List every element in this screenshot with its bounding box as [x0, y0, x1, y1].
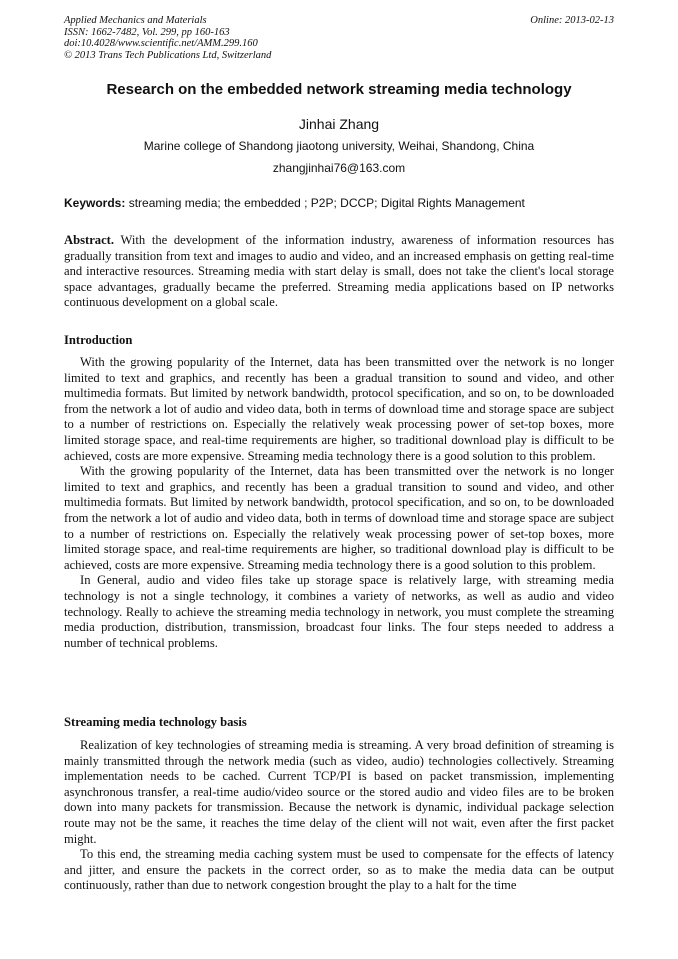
journal-header: [64, 15, 614, 61]
basis-paragraph-1: Realization of key technologies of streaming media is streaming. A very broad definition of streaming is mainly transmitted through the network media (such as video, audio) technologies collectively. Streaming implementation needs to be cached. Current TCP/PI is based on packet transmission, implementing asynchronous transfer, a real-time audio/video source or the stored audio and video files are to be broken down into many packets for transmission. Because the network is dynamic, individual package selection route may not be the same, it reaches the time delay of the client will not wait, even after the first packet might.: [64, 738, 614, 846]
intro-paragraph-3: In General, audio and video files take up storage space is relatively large, with streaming media technology is not a single technology, it combines a variety of networks, as well as audio and video technology. Really to achieve the streaming media technology in network, you must complete the streaming media production, distribution, transmission, broadcast four links. The four steps needed to address a number of technical problems.: [64, 573, 614, 650]
abstract-label: Abstract.: [64, 233, 115, 247]
journal-issn: ISSN: 1662-7482, Vol. 299, pp 160-163: [64, 26, 230, 38]
keywords-line: [64, 196, 614, 210]
introduction-heading: Introduction: [64, 333, 133, 347]
abstract-text: With the development of the information industry, awareness of information resources has gradually transition from text and images to audio and video, and an increased emphasis on getting real-time and interactive resources. Streaming media with start delay is small, does not take the client's local storage space advantages, gradually became the preferred. Streaming media applications based on IP networks continuous development on a global scale.: [64, 233, 614, 310]
author-name: Jinhai Zhang: [298, 116, 380, 132]
abstract: [64, 233, 614, 311]
keywords-label: Keywords:: [64, 196, 126, 210]
keywords-text: streaming media; the embedded ; P2P; DCCP; Digital Rights Management: [125, 196, 525, 210]
basis-paragraph-2: To this end, the streaming media caching system must be used to compensate for the effects of latency and jitter, and ensure the packets in the correct order, so as to make the media data can be output continuously, rather than due to network congestion brought the play to a halt for the time: [64, 847, 614, 893]
author-affiliation: Marine college of Shandong jiaotong university, Weihai, Shandong, China: [143, 139, 535, 153]
author-email: zhangjinhai76@163.com: [272, 161, 406, 175]
paper-title: Research on the embedded network streaming media technology: [106, 81, 572, 98]
journal-copyright: © 2013 Trans Tech Publications Ltd, Switzerland: [64, 49, 272, 61]
basis-heading: Streaming media technology basis: [64, 715, 247, 729]
intro-paragraph-2: With the growing popularity of the Internet, data has been transmitted over the network is no longer limited to text and graphics, and recently has been a gradual transition to sound and video, and other multimedia formats. But limited by network bandwidth, protocol specification, and so on, to be downloaded from the network a lot of audio and video data, both in terms of download time and storage space are subject to a number of restrictions on. Especially the relatively weak processing power of set-top boxes, more limited storage space, and real-time requirements are higher, so traditional download play is difficult to be achieved, costs are more expensive. Streaming media technology there is a good solution to this problem.: [64, 464, 614, 572]
journal-name: Applied Mechanics and Materials: [64, 15, 207, 26]
online-date: Online: 2013-02-13: [530, 15, 614, 26]
basis-section: [64, 738, 614, 894]
journal-doi: doi:10.4028/www.scientific.net/AMM.299.160: [64, 38, 258, 49]
introduction-section: [64, 355, 614, 651]
intro-paragraph-1: With the growing popularity of the Internet, data has been transmitted over the network is no longer limited to text and graphics, and recently has been a gradual transition to sound and video, and other multimedia formats. But limited by network bandwidth, protocol specification, and so on, to be downloaded from the network a lot of audio and video data, both in terms of download time and storage space are subject to a number of restrictions on. Especially the relatively weak processing power of set-top boxes, more limited storage space, and real-time requirements are higher, so traditional download play is difficult to be achieved, costs are more expensive. Streaming media technology there is a good solution to this problem.: [64, 355, 614, 463]
